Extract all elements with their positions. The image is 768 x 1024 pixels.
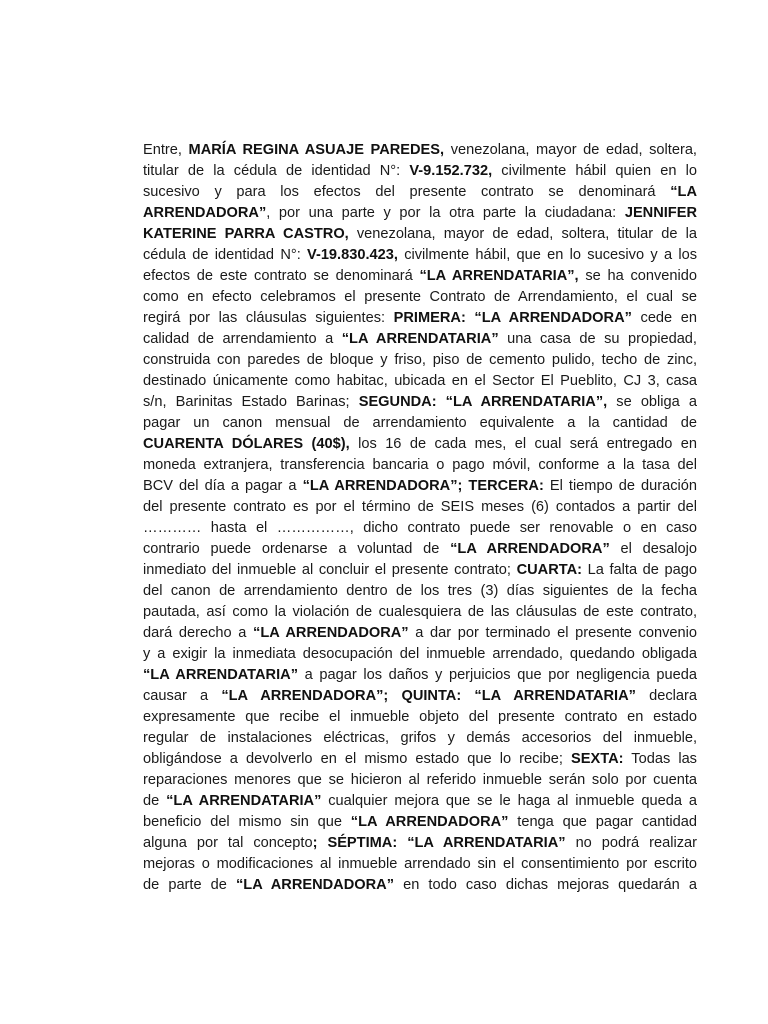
text-run: expresamente que recibe el inmueble objeto del presente contrato en estado xyxy=(143,709,697,725)
text-run: venezolana, mayor de edad, soltera, titular de la xyxy=(348,226,697,242)
text-run: , por una parte y por la otra parte la ciudadana: xyxy=(266,205,625,221)
text-run: civilmente hábil quien en lo xyxy=(492,163,697,179)
text-line xyxy=(143,350,697,371)
bold-text-run: PRIMERA: “LA ARRENDADORA” xyxy=(393,310,632,326)
text-line xyxy=(143,665,697,686)
text-line xyxy=(143,476,697,497)
text-run: y a exigir la inmediata desocupación del inmueble arrendado, quedando obligada xyxy=(143,646,697,662)
text-line xyxy=(143,434,697,455)
text-line xyxy=(143,413,697,434)
text-run: titular de la cédula de identidad N°: xyxy=(143,163,410,179)
text-line xyxy=(143,392,697,413)
text-line xyxy=(143,602,697,623)
text-line xyxy=(143,266,697,287)
text-line xyxy=(143,518,697,539)
text-run: destinado únicamente como habitac, ubicada en el Sector El Pueblito, CJ 3, casa xyxy=(143,373,697,389)
text-run: de xyxy=(143,793,167,809)
bold-text-run: KATERINE PARRA CASTRO, xyxy=(143,226,349,242)
text-line xyxy=(143,812,697,833)
text-run: a pagar los daños y perjuicios que por negligencia pueda xyxy=(298,667,697,683)
text-run: regular de instalaciones eléctricas, grifos y demás accesorios del inmueble, xyxy=(143,730,697,746)
text-line xyxy=(143,140,697,161)
text-line xyxy=(143,770,697,791)
bold-text-run: “LA ARRENDADORA” xyxy=(236,877,394,893)
text-run: beneficio del mismo sin que xyxy=(143,814,351,830)
bold-text-run: “LA ARRENDATARIA” xyxy=(341,331,499,347)
text-line xyxy=(143,833,697,854)
text-run: efectos de este contrato se denominará xyxy=(143,268,420,284)
bold-text-run: CUARTA: xyxy=(516,562,582,578)
text-run: inmediato del inmueble al concluir el presente contrato; xyxy=(143,562,517,578)
bold-text-run: “LA ARRENDATARIA”, xyxy=(419,268,579,284)
text-line xyxy=(143,371,697,392)
text-run: contrario puede ordenarse a voluntad de xyxy=(143,541,451,557)
bold-text-run: ; SÉPTIMA: “LA ARRENDATARIA” xyxy=(312,835,566,851)
text-line xyxy=(143,455,697,476)
text-line xyxy=(143,203,697,224)
bold-text-run: “LA ARRENDADORA” xyxy=(253,625,409,641)
text-run: cede en xyxy=(631,310,697,326)
text-run: alguna por tal concepto xyxy=(143,835,313,851)
bold-text-run: ARRENDADORA” xyxy=(143,205,267,221)
text-line xyxy=(143,581,697,602)
bold-text-run: “LA ARRENDADORA”; TERCERA: xyxy=(302,478,544,494)
text-run: a dar por terminado el presente convenio xyxy=(408,625,697,641)
text-line xyxy=(143,707,697,728)
text-line xyxy=(143,182,697,203)
text-run: pautada, así como la violación de cualesquiera de las cláusulas de este contrato, xyxy=(143,604,697,620)
text-line xyxy=(143,329,697,350)
text-run: reparaciones menores que se hicieron al referido inmueble serán solo por cuenta xyxy=(143,772,697,788)
text-line xyxy=(143,161,697,182)
text-line xyxy=(143,287,697,308)
text-run: los 16 de cada mes, el cual será entregado en xyxy=(349,436,698,452)
text-run: del canon de arrendamiento dentro de los tres (3) días siguientes de la fecha xyxy=(143,583,697,599)
text-line xyxy=(143,497,697,518)
text-run: causar a xyxy=(143,688,222,704)
text-run: La falta de pago xyxy=(581,562,698,578)
bold-text-run: “LA ARRENDATARIA” xyxy=(166,793,322,809)
bold-text-run: “LA ARRENDADORA” xyxy=(450,541,610,557)
text-run: del presente contrato es por el término de SEIS meses (6) contados a partir del xyxy=(143,499,697,515)
text-run: se obliga a xyxy=(607,394,697,410)
text-run: obligándose a devolverlo en el mismo estado que lo recibe; xyxy=(143,751,572,767)
text-line xyxy=(143,791,697,812)
bold-text-run: “LA ARRENDATARIA” xyxy=(143,667,298,683)
bold-text-run: V-19.830.423, xyxy=(307,247,398,263)
text-run: moneda extranjera, transferencia bancaria o pago móvil, conforme a la tasa del xyxy=(143,457,697,473)
text-line xyxy=(143,749,697,770)
bold-text-run: MARÍA REGINA ASUAJE PAREDES, xyxy=(188,142,445,158)
bold-text-run: “LA ARRENDADORA” xyxy=(350,814,509,830)
text-run: civilmente hábil, que en lo sucesivo y a los xyxy=(397,247,697,263)
text-run: calidad de arrendamiento a xyxy=(143,331,342,347)
text-run: BCV del día a pagar a xyxy=(143,478,303,494)
text-run: Todas las xyxy=(623,751,697,767)
contract-paragraph xyxy=(143,140,697,896)
text-run: sucesivo y para los efectos del presente contrato se denominará xyxy=(143,184,671,200)
text-run: declara xyxy=(635,688,698,704)
text-run: Entre, xyxy=(143,142,189,158)
text-line xyxy=(143,854,697,875)
text-line xyxy=(143,875,697,896)
text-run: no podrá realizar xyxy=(565,835,697,851)
text-line xyxy=(143,686,697,707)
text-line xyxy=(143,308,697,329)
text-line xyxy=(143,539,697,560)
text-run: construida con paredes de bloque y friso, piso de cemento pulido, techo de zinc, xyxy=(143,352,697,368)
text-line xyxy=(143,245,697,266)
text-run: tenga que pagar cantidad xyxy=(508,814,697,830)
text-run: una casa de su propiedad, xyxy=(498,331,697,347)
text-run: como en efecto celebramos el presente Contrato de Arrendamiento, el cual se xyxy=(143,289,697,305)
text-line xyxy=(143,728,697,749)
text-run: s/n, Barinitas Estado Barinas; xyxy=(143,394,359,410)
text-line xyxy=(143,224,697,245)
bold-text-run: CUARENTA DÓLARES (40$), xyxy=(143,436,350,452)
text-line xyxy=(143,560,697,581)
text-run: de parte de xyxy=(143,877,236,893)
bold-text-run: SEGUNDA: “LA ARRENDATARIA”, xyxy=(358,394,608,410)
text-run: ………… hasta el ……………, dicho contrato puede ser renovable o en caso xyxy=(143,520,697,536)
bold-text-run: “LA ARRENDADORA”; QUINTA: “LA ARRENDATARIA” xyxy=(221,688,636,704)
text-run: cédula de identidad N°: xyxy=(143,247,308,263)
text-run: cualquier mejora que se le haga al inmueble queda a xyxy=(321,793,697,809)
text-run: dará derecho a xyxy=(143,625,254,641)
text-run: el desalojo xyxy=(609,541,697,557)
text-run: regirá por las cláusulas siguientes: xyxy=(143,310,394,326)
text-run: pagar un canon mensual de arrendamiento equivalente a la cantidad de xyxy=(143,415,697,431)
text-line xyxy=(143,644,697,665)
bold-text-run: JENNIFER xyxy=(624,205,697,221)
text-line xyxy=(143,623,697,644)
text-run: El tiempo de duración xyxy=(543,478,697,494)
bold-text-run: “LA xyxy=(670,184,697,200)
text-run: se ha convenido xyxy=(578,268,697,284)
text-run: venezolana, mayor de edad, soltera, xyxy=(444,142,697,158)
bold-text-run: SEXTA: xyxy=(571,751,624,767)
text-run: mejoras o modificaciones al inmueble arrendado sin el consentimiento por escrito xyxy=(143,856,697,872)
bold-text-run: V-9.152.732, xyxy=(409,163,493,179)
text-run: en todo caso dichas mejoras quedarán a xyxy=(394,877,697,893)
